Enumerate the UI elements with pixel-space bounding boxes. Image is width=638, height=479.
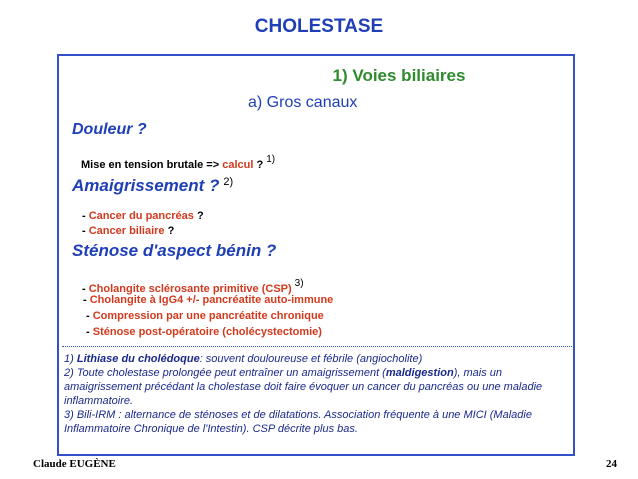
stenose-item [86, 326, 322, 338]
douleur-line-prefix: Mise en tension brutale => [81, 159, 223, 171]
amaigrissement-item [82, 225, 174, 237]
footnote-2-rest: ), mais un amaigrissement précédant la cholestase doit faire évoquer un cancer du pancréas ou une maladie inflammatoire. [64, 367, 543, 407]
section-heading: 1) Voies biliaires [332, 66, 466, 85]
footnotes [64, 352, 570, 436]
amaigrissement-title [72, 176, 233, 196]
page-number: 24 [606, 458, 617, 470]
footnote-1-label: 1) [64, 353, 77, 365]
item-dash: - [82, 225, 89, 237]
douleur-title: Douleur ? [72, 121, 147, 138]
item-suffix: ? [193, 210, 204, 222]
item-dash: - [82, 283, 89, 295]
stenose-title: Sténose d'aspect bénin ? [72, 241, 277, 260]
douleur-line [81, 154, 275, 171]
footnote-3: 3) Bili-IRM : alternance de sténoses et de dilatations. Association fréquente à une MICI (Maladie Inflammatoire Chronique de l'Intestin). CSP décrite plus bas. [64, 409, 532, 435]
stenose-item [86, 310, 324, 322]
footnote-1 [64, 352, 570, 366]
footnote-2 [64, 366, 570, 408]
douleur-line-suffix: ? [253, 159, 264, 171]
item-dash: - [82, 210, 89, 222]
amaigrissement-title-text: Amaigrissement ? [72, 176, 220, 195]
footnote-2-start: 2) Toute cholestase prolongée peut entraîner un amaigrissement ( [64, 367, 386, 379]
douleur-ref: 1) [266, 154, 276, 165]
item-red-text: Cancer biliaire [88, 225, 165, 237]
stenose-item [82, 278, 304, 295]
item-red-text: Compression par une pancréatite chronique [92, 310, 324, 322]
slide-title: CHOLESTASE [254, 16, 384, 37]
item-dash: - [86, 310, 93, 322]
footnote-1-rest: : souvent douloureuse et fébrile (angiocholite) [199, 353, 423, 365]
amaigrissement-ref: 2) [223, 176, 234, 188]
stenose-ref: 3) [294, 278, 304, 289]
notes-divider [62, 346, 572, 347]
footnote-1-bold: Lithiase du cholédoque [76, 353, 200, 365]
item-suffix: ? [164, 225, 175, 237]
item-red-text: Cholangite à IgG4 +/- pancréatite auto-immune [89, 294, 334, 306]
footer-author: Claude EUGÈNE [33, 458, 116, 470]
amaigrissement-item [82, 210, 204, 222]
item-red-text: Cholangite sclérosante primitive (CSP) [88, 283, 292, 295]
footnote-2-bold: maldigestion [385, 367, 454, 379]
douleur-line-calcul: calcul [222, 159, 254, 171]
item-red-text: Cancer du pancréas [88, 210, 194, 222]
item-dash: - [86, 326, 93, 338]
stenose-item [83, 294, 333, 306]
section-subheading: a) Gros canaux [248, 94, 358, 111]
item-dash: - [83, 294, 90, 306]
item-red-text: Sténose post-opératoire (cholécystectomie) [92, 326, 322, 338]
